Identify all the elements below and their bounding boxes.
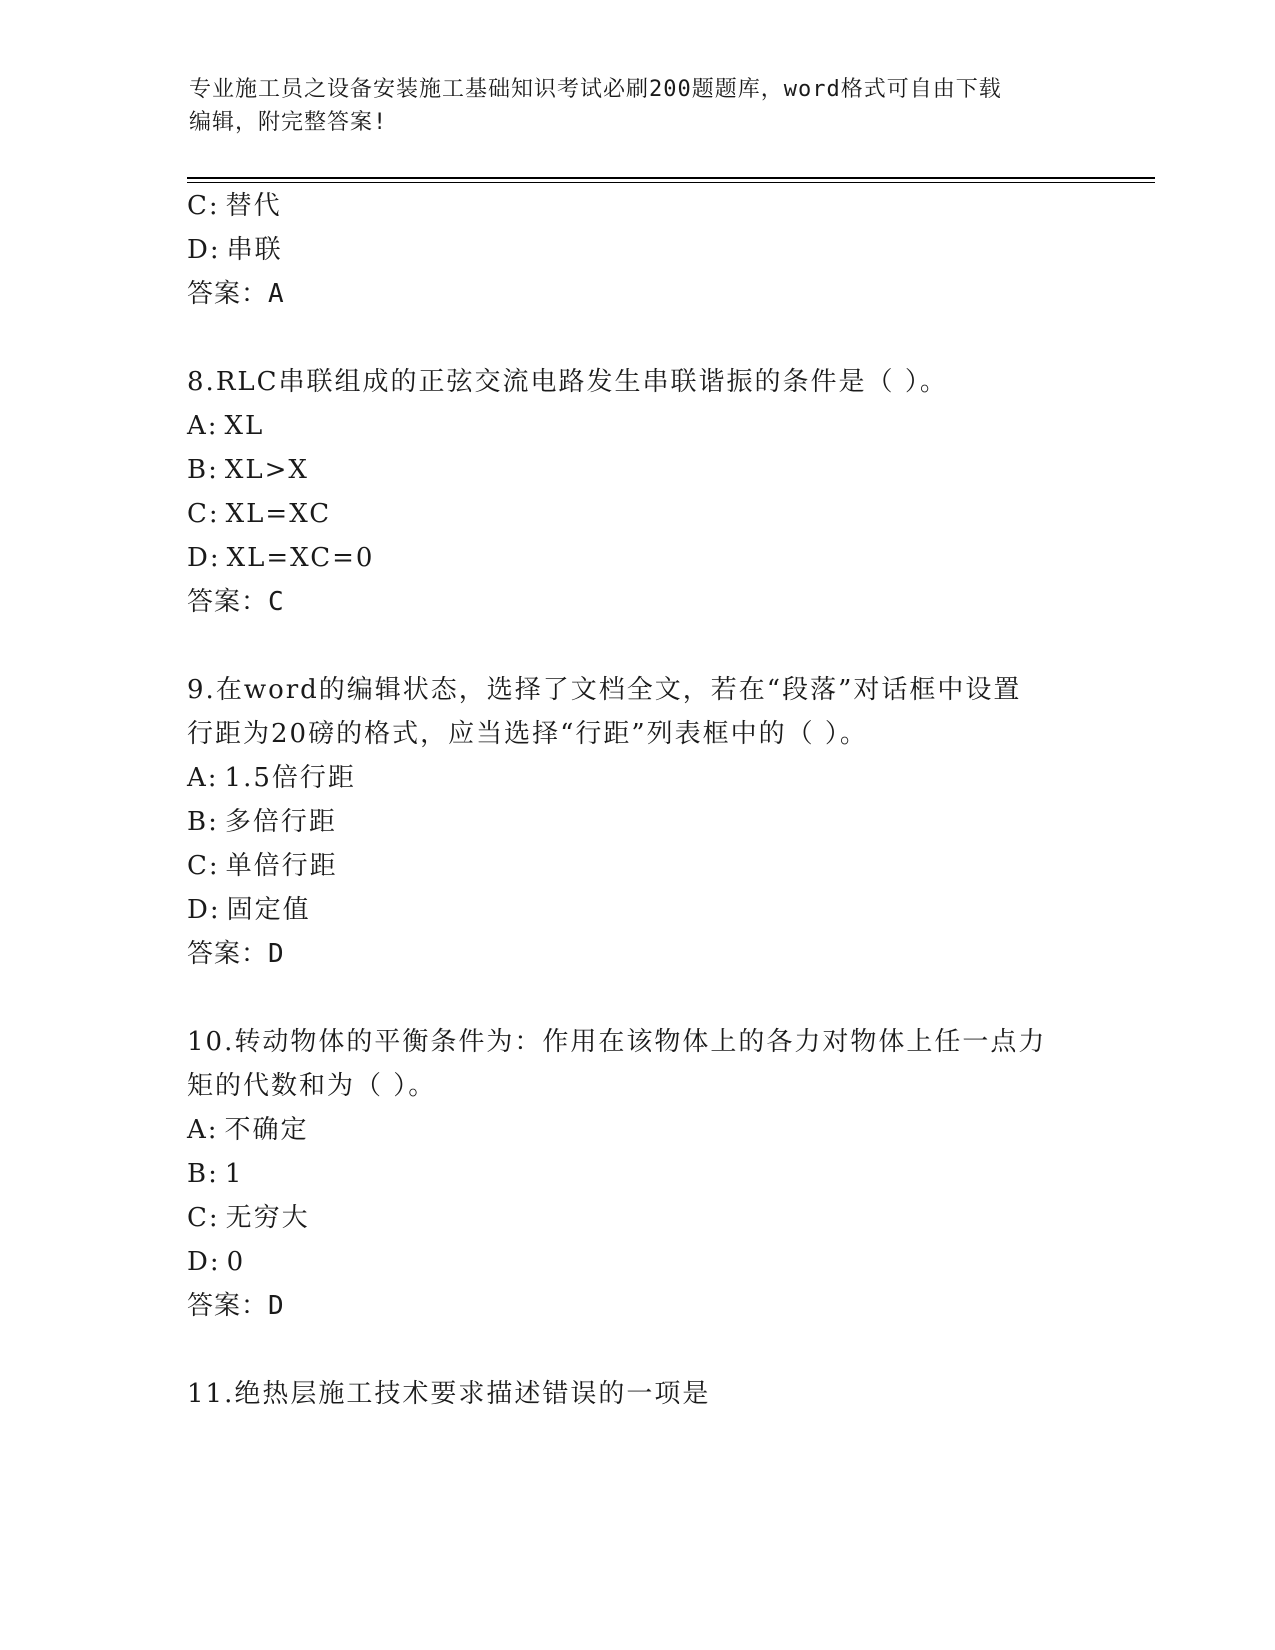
option-text: 1 (224, 1159, 244, 1189)
option-text: 无穷大 (225, 1203, 310, 1233)
option-line (187, 409, 264, 443)
question-number: 10. (187, 1027, 235, 1057)
option-text: 0 (226, 1247, 246, 1277)
answer-value: C (268, 587, 285, 617)
option-key: D: (187, 543, 221, 573)
option-text: 1.5倍行距 (224, 763, 356, 793)
question-line (187, 1377, 710, 1411)
option-key: D: (187, 895, 221, 925)
answer-line (187, 937, 285, 971)
option-key: C: (187, 499, 220, 529)
answer-value: A (268, 279, 285, 309)
option-key: A: (187, 1115, 219, 1145)
question-continuation (187, 717, 868, 751)
option-line (187, 1157, 243, 1191)
question-text: RLC串联组成的正弦交流电路发生串联谐振的条件是（ ）。 (215, 367, 948, 397)
header-rule-thin (187, 182, 1155, 183)
option-text: 不确定 (224, 1115, 309, 1145)
question-text: 矩的代数和为（ ）。 (187, 1071, 437, 1101)
option-text: XL=XC=0 (226, 543, 375, 573)
option-text: 单倍行距 (225, 851, 338, 881)
question-continuation (187, 1069, 436, 1103)
option-text: 多倍行距 (224, 807, 337, 837)
option-key: A: (187, 763, 219, 793)
question-line (187, 673, 1021, 707)
question-number: 9. (187, 675, 216, 705)
option-line (187, 233, 283, 267)
option-line (187, 541, 374, 575)
answer-value: D (268, 1291, 285, 1321)
option-key: C: (187, 191, 220, 221)
option-key: B: (187, 455, 219, 485)
option-text: 固定值 (226, 895, 311, 925)
question-text: 绝热层施工技术要求描述错误的一项是 (234, 1379, 711, 1409)
question-number: 11. (187, 1379, 235, 1409)
option-text: XL=XC (225, 499, 332, 529)
option-line (187, 189, 282, 223)
option-key: D: (187, 235, 221, 265)
answer-value: D (268, 939, 285, 969)
answer-line (187, 277, 285, 311)
answer-label: 答案： (187, 1291, 269, 1321)
header-line-2: 编辑，附完整答案! (189, 110, 388, 135)
answer-line (187, 585, 285, 619)
option-key: A: (187, 411, 219, 441)
option-text: XL (224, 411, 265, 441)
option-line (187, 805, 337, 839)
option-line (187, 849, 338, 883)
option-line (187, 453, 309, 487)
option-line (187, 893, 311, 927)
question-text: 行距为20磅的格式，应当选择“行距”列表框中的（ ）。 (187, 719, 868, 749)
option-line (187, 1113, 309, 1147)
option-text: 替代 (225, 191, 282, 221)
question-text: 转动物体的平衡条件为：作用在该物体上的各力对物体上任一点力 (234, 1027, 1047, 1057)
answer-label: 答案： (187, 279, 269, 309)
option-key: B: (187, 1159, 219, 1189)
header-line-1: 专业施工员之设备安装施工基础知识考试必刷200题题库，word格式可自由下载 (189, 77, 1002, 102)
option-text: 串联 (226, 235, 283, 265)
option-line (187, 497, 331, 531)
option-line (187, 1245, 245, 1279)
answer-label: 答案： (187, 939, 269, 969)
question-text: 在word的编辑状态，选择了文档全文，若在“段落”对话框中设置 (215, 675, 1022, 705)
option-key: C: (187, 1203, 220, 1233)
option-line (187, 1201, 310, 1235)
option-key: D: (187, 1247, 221, 1277)
option-key: B: (187, 807, 219, 837)
answer-label: 答案： (187, 587, 269, 617)
question-line (187, 365, 948, 399)
header-rule-thick (187, 177, 1155, 179)
option-line (187, 761, 356, 795)
option-key: C: (187, 851, 220, 881)
page-header (189, 73, 1069, 139)
question-line (187, 1025, 1046, 1059)
question-number: 8. (187, 367, 216, 397)
answer-line (187, 1289, 285, 1323)
option-text: XL>X (224, 455, 309, 485)
